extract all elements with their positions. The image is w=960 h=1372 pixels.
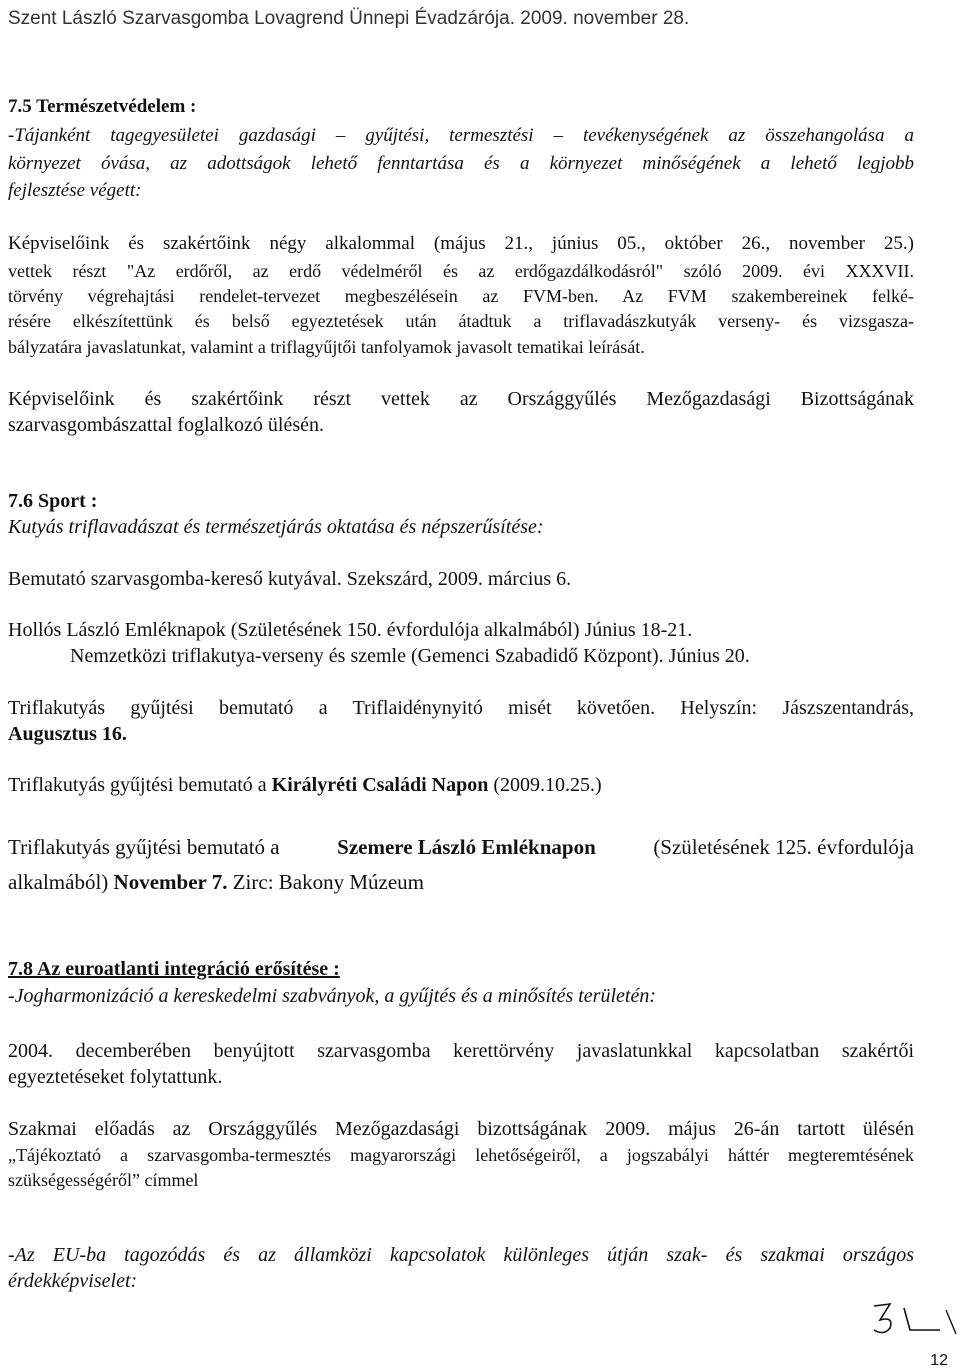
section-7-6-subtitle: Kutyás triflavadászat és természetjárás oktatása és népszerűsítése: (8, 516, 544, 538)
section-7-8-title: 7.8 Az euroatlanti integráció erősítése : (8, 958, 340, 980)
section-7-5-subtitle-line: környezet óvása, az adottságok lehető fenntartása és a környezet minőségének a lehető legjobb (8, 153, 914, 174)
section-7-5-p1-line: bályzatára javaslatunkat, valamint a triflagyűjtői tanfolyamok javasolt tematikai leírását. (8, 337, 645, 357)
sport-event-2: Hollós László Emléknapok (Születésének 150. évfordulója alkalmából) Június 18-21. (8, 619, 693, 641)
section-7-5-p1-line: résére elkészítettünk és belső egyeztetések után átadtuk a triflavadászkutyák verseny- és vizsgasza- (8, 311, 914, 331)
section-7-8-subtitle: -Jogharmonizáció a kereskedelmi szabványok, a gyűjtés és a minősítés területén: (8, 985, 656, 1007)
handwritten-initials (860, 1300, 960, 1340)
section-7-6-title: 7.6 Sport : (8, 490, 98, 512)
section-7-8-p2-line: „Tájékoztató a szarvasgomba-termesztés magyarországi lehetőségeiről, a jogszabályi háttér megteremtésének (8, 1145, 914, 1165)
section-7-5-title: 7.5 Természetvédelem : (8, 96, 197, 117)
sport-event-2-detail: Nemzetközi triflakutya-verseny és szemle (Gemenci Szabadidő Központ). Június 20. (70, 645, 750, 667)
sport-event-5-date: alkalmából) November 7. Zirc: Bakony Múzeum (8, 870, 425, 894)
section-7-5-subtitle-line: fejlesztése végett: (8, 180, 142, 201)
section-7-8-p2-line: Szakmai előadás az Országgyűlés Mezőgazdasági bizottságának 2009. május 26-án tartott ülésén (8, 1118, 914, 1140)
sport-event-1: Bemutató szarvasgomba-kereső kutyával. Szekszárd, 2009. március 6. (8, 568, 572, 590)
sport-event-5: Triflakutyás gyűjtési bemutató a Szemere László Emléknapon (Születésének 125. évfordulója (8, 835, 914, 859)
section-7-5-p2-line: Képviselőink és szakértőink részt vettek az Országgyűlés Mezőgazdasági Bizottságának (8, 388, 914, 410)
section-7-5-p1-line: vettek részt "Az erdőről, az erdő védelméről és az erdőgazdálkodásról" szóló 2009. évi XXXVII. (8, 261, 914, 281)
section-7-5-subtitle-line: -Tájanként tagegyesületei gazdasági – gyűjtési, termesztési – tevékenységének az összehangolása a (8, 125, 914, 146)
section-7-8-p2-line: szükségességéről” címmel (8, 1170, 199, 1190)
section-7-5-p2-line: szarvasgombászattal foglalkozó ülésén. (8, 414, 324, 436)
section-7-8-p3-line: érdekképviselet: (8, 1270, 138, 1292)
sport-event-4: Triflakutyás gyűjtési bemutató a Királyréti Családi Napon (2009.10.25.) (8, 774, 602, 796)
sport-event-3-date: Augusztus 16. (8, 723, 127, 745)
section-7-8-p1-line: egyeztetéseket folytattunk. (8, 1066, 223, 1088)
section-7-5-p1-line: törvény végrehajtási rendelet-tervezet megbeszélésein az FVM-ben. Az FVM szakembereinek felké- (8, 286, 914, 306)
section-7-5-p1-line: Képviselőink és szakértőink négy alkalommal (május 21., június 05., október 26., november 25.) (8, 233, 914, 254)
page-header: Szent László Szarvasgomba Lovagrend Ünnepi Évadzárója. 2009. november 28. (8, 8, 690, 29)
page-number: 12 (930, 1352, 948, 1369)
sport-event-3: Triflakutyás gyűjtési bemutató a Triflaidénynyitó misét követően. Helyszín: Jászszentandrás, (8, 697, 914, 719)
section-7-8-p1-line: 2004. decemberében benyújtott szarvasgomba kerettörvény javaslatunkkal kapcsolatban szakértői (8, 1040, 914, 1062)
section-7-8-p3-line: -Az EU-ba tagozódás és az államközi kapcsolatok különleges útján szak- és szakmai országos (8, 1244, 914, 1266)
